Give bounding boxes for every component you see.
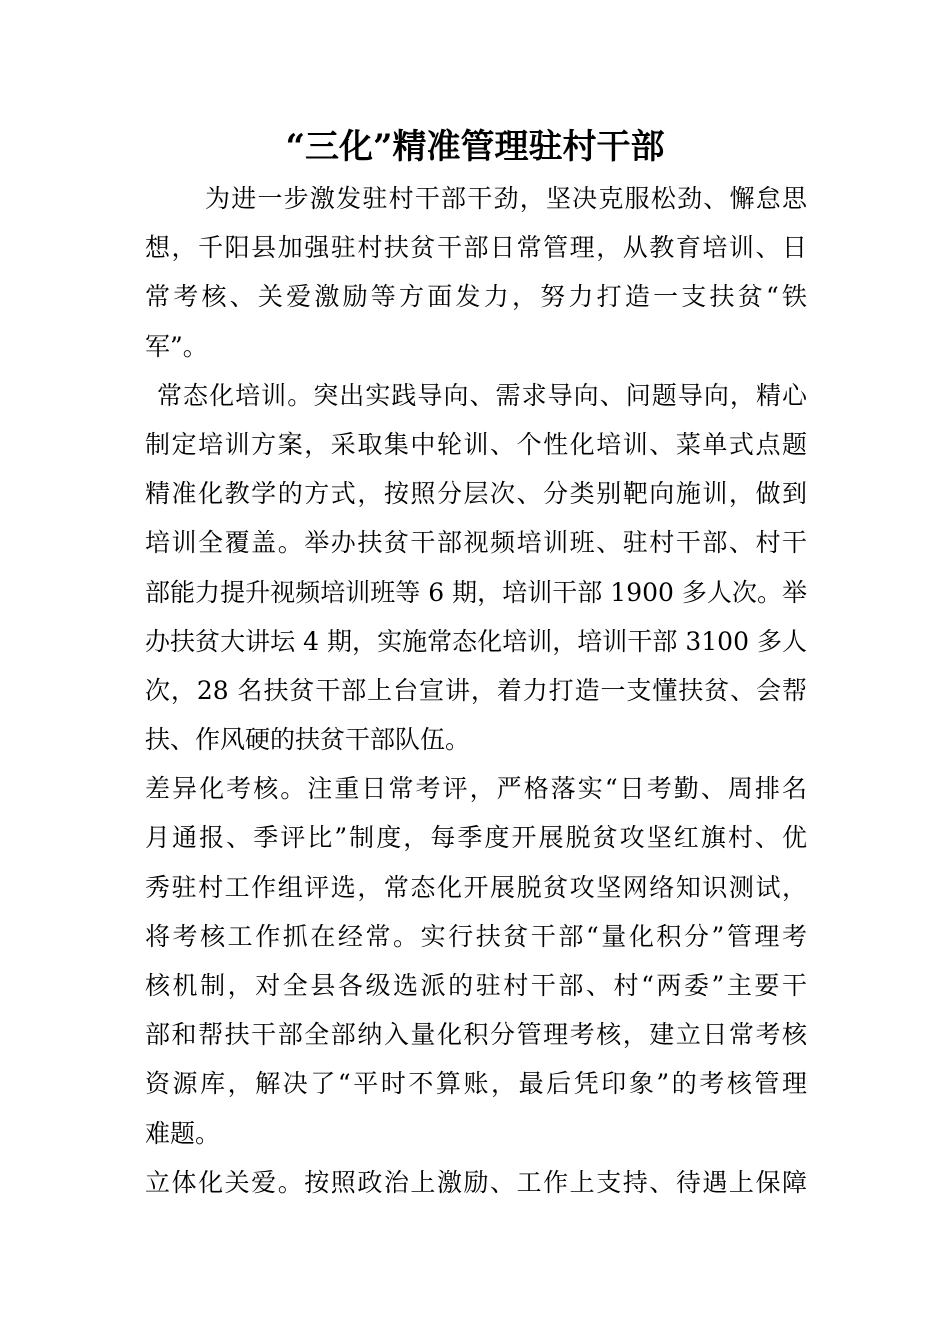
paragraph-line: 制定培训方案，采取集中轮训、个性化培训、菜单式点题 (145, 429, 807, 459)
paragraph-line: 办扶贫大讲坛 4 期，实施常态化培训，培训干部 3100 多人 (145, 626, 807, 656)
document-body (145, 174, 807, 1207)
paragraph-line: 军”。 (145, 331, 208, 361)
paragraph-line: 扶、作风硬的扶贫干部队伍。 (145, 725, 471, 755)
paragraph-line: 次，28 名扶贫干部上台宣讲，着力打造一支懂扶贫、会帮 (145, 675, 807, 705)
document-title: “三化”精准管理驻村干部 (285, 127, 665, 167)
paragraph-line: 将考核工作抓在经常。实行扶贫干部“量化积分”管理考 (145, 921, 807, 951)
paragraph-line: 核机制，对全县各级选派的驻村干部、村“两委”主要干 (145, 971, 807, 1000)
paragraph-line: 资源库，解决了“平时不算账，最后凭印象”的考核管理 (145, 1069, 807, 1099)
paragraph-line: 月通报、季评比”制度，每季度开展脱贫攻坚红旗村、优 (145, 823, 807, 853)
paragraph-line: 部和帮扶干部全部纳入量化积分管理考核，建立日常考核 (145, 1020, 807, 1050)
paragraph-line: 精准化教学的方式，按照分层次、分类别靶向施训，做到 (145, 479, 807, 509)
paragraph-line: 秀驻村工作组评选，常态化开展脱贫攻坚网络知识测试， (145, 872, 807, 902)
paragraph-line: 部能力提升视频培训班等 6 期，培训干部 1900 多人次。举 (145, 577, 807, 607)
paragraph-line: 立体化关爱。按照政治上激励、工作上支持、待遇上保障 (145, 1167, 807, 1197)
paragraph-line: 培训全覆盖。举办扶贫干部视频培训班、驻村干部、村干 (145, 528, 807, 558)
paragraph-line: 常考核、关爱激励等方面发力，努力打造一支扶贫“铁 (145, 282, 807, 312)
paragraph-line: 常态化培训。突出实践导向、需求导向、问题导向，精心 (157, 380, 807, 410)
paragraph-line: 为进一步激发驻村干部干劲，坚决克服松劲、懈怠思 (205, 184, 807, 213)
paragraph-line: 想，千阳县加强驻村扶贫干部日常管理，从教育培训、日 (145, 233, 807, 263)
paragraph-line: 差异化考核。注重日常考评，严格落实“日考勤、周排名 (145, 774, 807, 804)
paragraph-line: 难题。 (145, 1118, 221, 1148)
